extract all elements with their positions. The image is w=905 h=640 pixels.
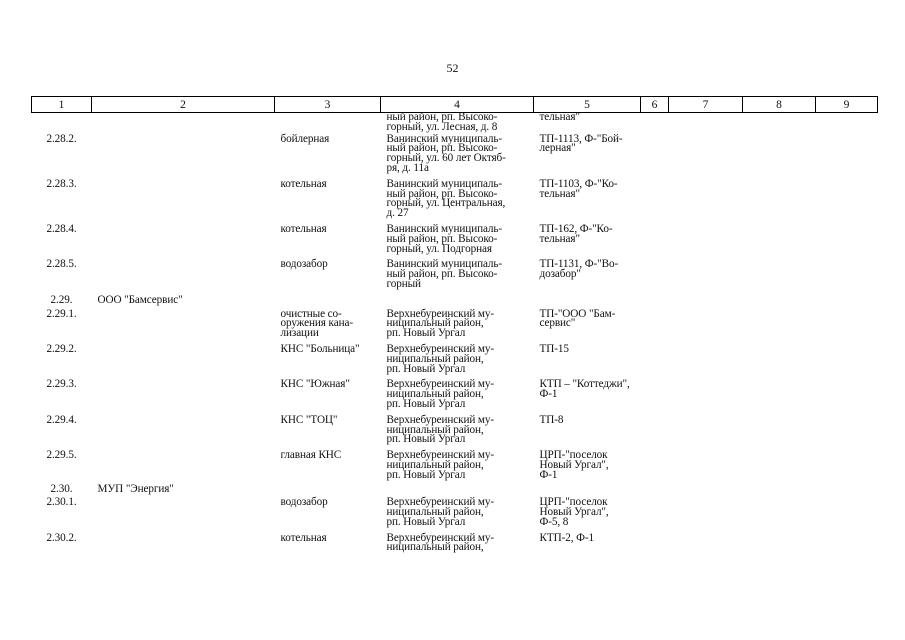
empty-cell-col-9 [816, 225, 878, 260]
empty-cell-col-6 [641, 451, 669, 484]
table-row [32, 260, 878, 295]
row-number: 2.29.4. [46, 413, 77, 426]
column-header-1: 1 [32, 97, 92, 113]
empty-cell-col-6 [641, 135, 669, 180]
empty-cell-col-7 [669, 310, 743, 345]
empty-cell-col-9 [816, 113, 878, 135]
row-number: 2.29.1. [46, 307, 77, 320]
empty-cell-col-9 [816, 534, 878, 554]
empty-cell-col-8 [743, 135, 816, 180]
column-header-7: 7 [669, 97, 743, 113]
empty-cell-col-8 [743, 380, 816, 415]
empty-cell-col-8 [743, 180, 816, 225]
empty-cell-col-8 [743, 225, 816, 260]
object-name: КНС "Больница" [280, 342, 360, 355]
object-address: Ванинский муниципаль- ный район, рп. Высоко- горный, ул. Подгорная [386, 222, 503, 255]
organization-name [92, 345, 275, 380]
table-body [32, 113, 878, 554]
table-row [32, 534, 878, 554]
power-supply-source: КТП – "Коттеджи", Ф-1 [539, 378, 630, 401]
empty-cell-col-7 [669, 380, 743, 415]
table-row [32, 416, 878, 451]
empty-cell-col-7 [669, 260, 743, 295]
empty-cell-col-9 [816, 345, 878, 380]
empty-cell-col-7 [669, 296, 743, 310]
empty-cell-col-7 [669, 135, 743, 180]
row-number: 2.29. [50, 293, 73, 306]
organization-name [92, 180, 275, 225]
object-name: котельная [280, 222, 327, 235]
empty-cell-col-6 [641, 534, 669, 554]
empty-cell-col-7 [669, 345, 743, 380]
empty-cell-col-6 [641, 296, 669, 310]
empty-cell-col-9 [816, 451, 878, 484]
empty-cell-col-8 [743, 345, 816, 380]
empty-cell-col-6 [641, 310, 669, 345]
column-header-6: 6 [641, 97, 669, 113]
empty-cell-col-7 [669, 485, 743, 499]
empty-cell-col-8 [743, 296, 816, 310]
organization-name [92, 135, 275, 180]
object-name: очистные со- оружения кана- лизации [280, 307, 353, 340]
column-header-4: 4 [381, 97, 534, 113]
object-address: Верхнебуреинский му- ниципальный район, рп. Новый Ургал [386, 449, 495, 481]
empty-cell-col-9 [816, 296, 878, 310]
object-name: бойлерная [280, 132, 330, 145]
power-supply-source: тельная" [539, 111, 580, 123]
row-number: 2.30. [50, 482, 73, 495]
objects-table [31, 96, 878, 553]
organization-name [92, 380, 275, 415]
object-address: Верхнебуреинский му- ниципальный район, рп. Новый Ургал [386, 496, 495, 528]
empty-cell-col-9 [816, 498, 878, 533]
empty-cell-col-9 [816, 485, 878, 499]
power-supply-source: ЦРП-"поселок Новый Ургал", Ф-1 [539, 449, 609, 481]
empty-cell-col-8 [743, 498, 816, 533]
power-supply-source: ТП-15 [539, 342, 569, 355]
power-supply-source: ТП-"ООО "Бам- сервис" [539, 307, 616, 330]
empty-cell-col-9 [816, 135, 878, 180]
organization-name [92, 451, 275, 484]
organization-name [92, 225, 275, 260]
empty-cell-col-9 [816, 380, 878, 415]
empty-cell-col-8 [743, 451, 816, 484]
object-address: Верхнебуреинский му- ниципальный район, рп. Новый Ургал [386, 413, 495, 446]
power-supply-source: ТП-1103, Ф-"Ко- тельная" [539, 177, 618, 200]
column-header-5: 5 [534, 97, 641, 113]
column-header-2: 2 [92, 97, 275, 113]
page-number: 52 [446, 61, 459, 75]
object-address: Верхнебуреинский му- ниципальный район, рп. Новый Ургал [386, 307, 495, 340]
table-row [32, 135, 878, 180]
object-address: Ванинский муниципаль- ный район, рп. Высоко- горный, ул. 60 лет Октяб- ря, д. 11а [386, 132, 506, 174]
object-name: котельная [280, 177, 327, 190]
object-name: КНС "Южная" [280, 378, 350, 391]
power-supply-source: ТП-8 [539, 413, 564, 426]
empty-cell-col-7 [669, 416, 743, 451]
power-supply-source: ЦРП-"поселок Новый Ургал", Ф-5, 8 [539, 496, 609, 528]
object-name: КНС "ТОЦ" [280, 413, 338, 426]
table-row [32, 451, 878, 484]
empty-cell-col-6 [641, 225, 669, 260]
organization-name [92, 310, 275, 345]
empty-cell-col-7 [669, 451, 743, 484]
object-name: водозабор [280, 496, 328, 509]
row-number: 2.29.3. [46, 378, 77, 391]
row-number: 2.30.2. [46, 531, 77, 544]
row-number: 2.28.2. [46, 132, 77, 145]
empty-cell-col-6 [641, 498, 669, 533]
column-header-3: 3 [275, 97, 381, 113]
empty-cell-col-9 [816, 310, 878, 345]
object-address: ный район, рп. Высоко- горный, ул. Лесная, д. 8 [386, 111, 498, 133]
empty-cell-col-6 [641, 380, 669, 415]
organization-name: МУП "Энергия" [97, 482, 174, 495]
object-name: водозабор [280, 258, 328, 271]
empty-cell-col-6 [641, 113, 669, 135]
organization-name [92, 416, 275, 451]
organization-name [92, 260, 275, 295]
organization-name [92, 113, 275, 135]
row-number: 2.29.5. [46, 449, 77, 462]
empty-cell-col-9 [816, 260, 878, 295]
empty-cell-col-6 [641, 260, 669, 295]
object-address: Верхнебуреинский му- ниципальный район, рп. Новый Ургал [386, 342, 495, 375]
empty-cell-col-7 [669, 534, 743, 554]
power-supply-source: ТП-162, Ф-"Ко- тельная" [539, 222, 613, 245]
empty-cell-col-8 [743, 416, 816, 451]
table-row [32, 225, 878, 260]
table-row [32, 113, 878, 135]
table-row [32, 498, 878, 533]
empty-cell-col-7 [669, 113, 743, 135]
empty-cell-col-7 [669, 498, 743, 533]
column-header-8: 8 [743, 97, 816, 113]
empty-cell-col-8 [743, 310, 816, 345]
empty-cell-col-6 [641, 416, 669, 451]
object-name: котельная [280, 531, 327, 544]
empty-cell-col-8 [743, 534, 816, 554]
empty-cell-col-6 [641, 485, 669, 499]
power-supply-source: ТП-1131, Ф-"Во- дозабор" [539, 258, 619, 281]
organization-name: ООО "Бамсервис" [97, 293, 183, 306]
row-number: 2.28.4. [46, 222, 77, 235]
empty-cell-col-8 [743, 485, 816, 499]
empty-cell-col-6 [641, 345, 669, 380]
object-address: Ванинский муниципаль- ный район, рп. Высоко- горный [386, 258, 503, 290]
object-address: Ванинский муниципаль- ный район, рп. Высоко- горный, ул. Центральная, д. 27 [386, 177, 506, 220]
row-number: 2.30.1. [46, 496, 77, 509]
table-row [32, 345, 878, 380]
empty-cell-col-9 [816, 180, 878, 225]
empty-cell-col-8 [743, 113, 816, 135]
table-row [32, 380, 878, 415]
organization-name [92, 534, 275, 554]
column-header-9: 9 [816, 97, 878, 113]
empty-cell-col-7 [669, 225, 743, 260]
power-supply-source: КТП-2, Ф-1 [539, 531, 594, 544]
object-address: Верхнебуреинский му- ниципальный район, [386, 531, 495, 554]
object-address: Верхнебуреинский му- ниципальный район, рп. Новый Ургал [386, 378, 495, 410]
row-number: 2.29.2. [46, 342, 77, 355]
organization-name [92, 498, 275, 533]
table-row [32, 310, 878, 345]
empty-cell-col-7 [669, 180, 743, 225]
empty-cell-col-9 [816, 416, 878, 451]
row-number: 2.28.5. [46, 258, 77, 271]
empty-cell-col-6 [641, 180, 669, 225]
empty-cell-col-8 [743, 260, 816, 295]
object-name: главная КНС [280, 449, 342, 462]
row-number: 2.28.3. [46, 177, 77, 190]
object-name [275, 113, 381, 135]
table-row [32, 180, 878, 225]
row-number [32, 113, 92, 135]
power-supply-source: ТП-1113, Ф-"Бой- лерная" [539, 132, 623, 155]
